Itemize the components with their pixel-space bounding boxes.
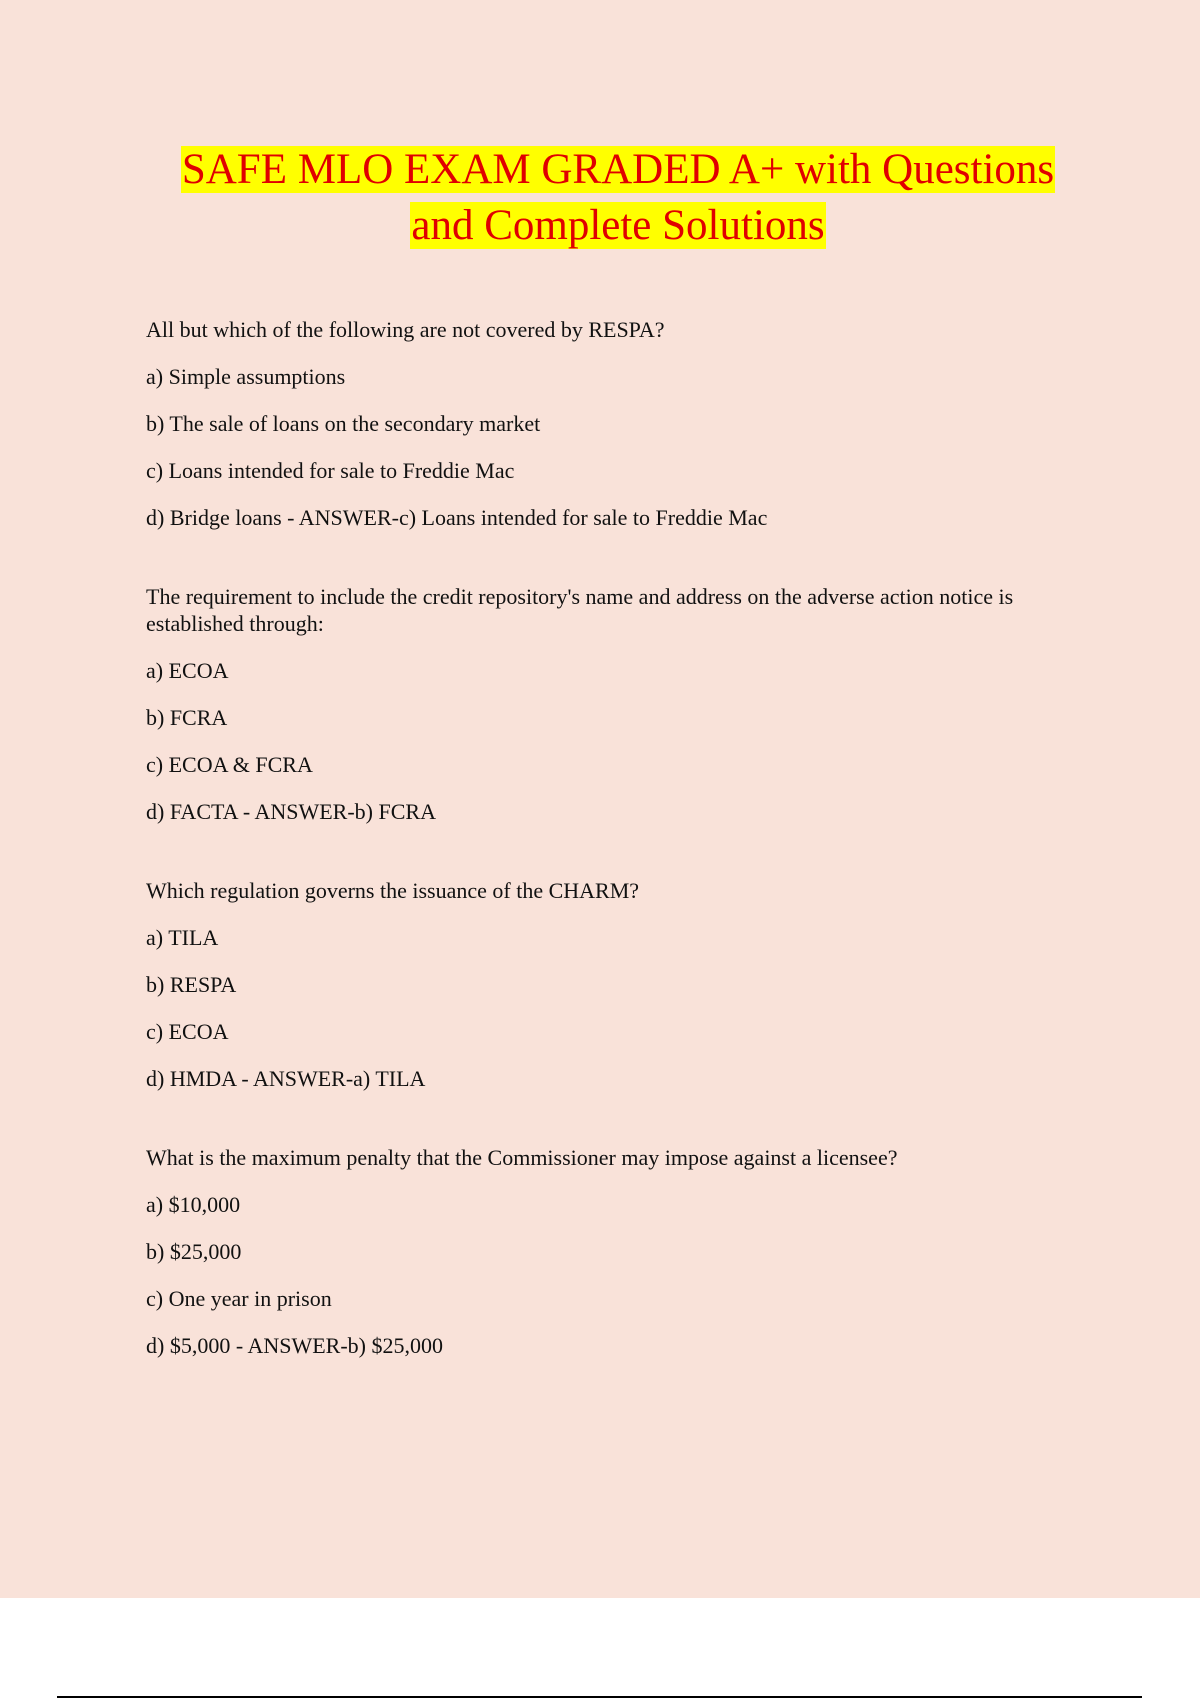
question-1 <box>146 316 1086 531</box>
title-line-2: and Complete Solutions <box>411 202 825 249</box>
option-b: b) The sale of loans on the secondary market <box>146 411 541 436</box>
option-b: b) RESPA <box>146 972 237 997</box>
option-a: a) ECOA <box>146 658 229 683</box>
document-title <box>0 142 1200 254</box>
option-c: c) ECOA & FCRA <box>146 752 313 777</box>
question-text: The requirement to include the credit repository's name and address on the adverse action notice is established through: <box>146 584 1014 636</box>
option-b: b) $25,000 <box>146 1239 242 1264</box>
question-text: Which regulation governs the issuance of the CHARM? <box>146 878 640 903</box>
option-d-with-answer: d) HMDA - ANSWER-a) TILA <box>146 1066 426 1091</box>
option-a: a) $10,000 <box>146 1192 241 1217</box>
title-line-1: SAFE MLO EXAM GRADED A+ with Questions <box>181 146 1055 193</box>
option-c: c) One year in prison <box>146 1286 332 1311</box>
page-footer-divider <box>57 1696 1142 1698</box>
option-b: b) FCRA <box>146 705 228 730</box>
question-2 <box>146 583 1086 825</box>
option-d-with-answer: d) Bridge loans - ANSWER-c) Loans intended for sale to Freddie Mac <box>146 505 768 530</box>
question-text: All but which of the following are not covered by RESPA? <box>146 317 665 342</box>
question-list <box>146 316 1086 1411</box>
option-a: a) Simple assumptions <box>146 364 346 389</box>
option-c: c) Loans intended for sale to Freddie Mac <box>146 458 515 483</box>
option-d-with-answer: d) FACTA - ANSWER-b) FCRA <box>146 799 436 824</box>
option-a: a) TILA <box>146 925 219 950</box>
question-4 <box>146 1144 1086 1359</box>
option-d-with-answer: d) $5,000 - ANSWER-b) $25,000 <box>146 1333 443 1358</box>
question-3 <box>146 877 1086 1092</box>
option-c: c) ECOA <box>146 1019 229 1044</box>
question-text: What is the maximum penalty that the Commissioner may impose against a licensee? <box>146 1145 898 1170</box>
